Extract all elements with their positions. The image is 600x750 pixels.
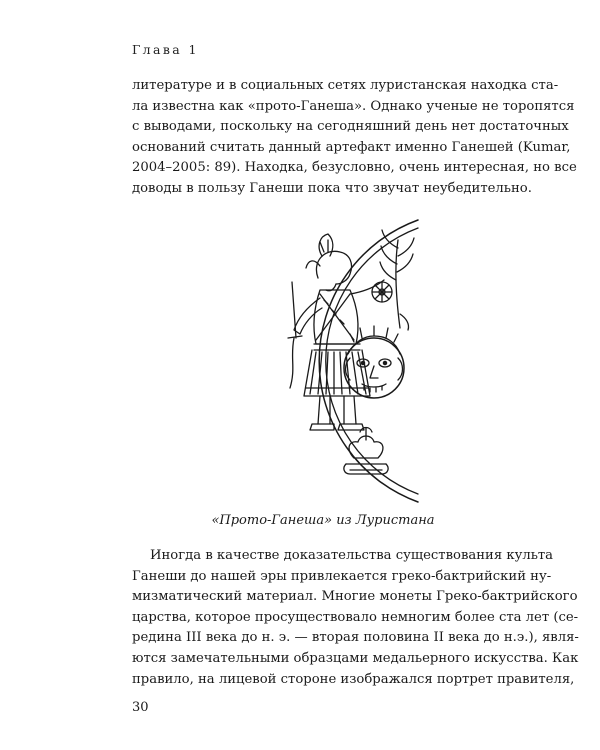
- paragraph-1: [132, 76, 577, 200]
- page-number: 30: [132, 700, 149, 715]
- paragraph-line: правило, на лицевой стороне изображался портрет правителя,: [132, 671, 575, 687]
- paragraph-2: [132, 546, 579, 690]
- paragraph-line: оснований считать данный артефакт именно Ганешей (Kumar,: [132, 139, 571, 155]
- paragraph-line: с выводами, поскольку на сегодняшний день нет достаточных: [132, 119, 569, 135]
- paragraph-line: ла известна как «прото-Ганеша». Однако ученые не торопятся: [132, 98, 575, 114]
- paragraph-line: 2004–2005: 89). Находка, безусловно, очень интересная, но все: [132, 160, 577, 176]
- running-head: Глава 1: [132, 42, 199, 57]
- paragraph-line: Иногда в качестве доказательства существования культа: [150, 548, 554, 563]
- paragraph-line: Ганеши до нашей эры привлекается греко-бактрийский ну-: [132, 568, 552, 584]
- paragraph-line: царства, которое просуществовало немногим более ста лет (се-: [132, 609, 579, 625]
- proto-ganesha-illustration: [250, 218, 430, 504]
- figure-caption: «Прото-Ганеша» из Луристана: [211, 513, 435, 528]
- paragraph-line: ются замечательными образцами медальерного искусства. Как: [132, 650, 579, 666]
- paragraph-line: литературе и в социальных сетях луристанская находка ста-: [132, 78, 559, 93]
- paragraph-line: мизматический материал. Многие монеты Греко-бактрийского: [132, 589, 578, 605]
- paragraph-line: доводы в пользу Ганеши пока что звучат неубедительно.: [132, 180, 532, 196]
- paragraph-line: редина III века до н. э. — вторая половина II века до н.э.), явля-: [132, 630, 579, 646]
